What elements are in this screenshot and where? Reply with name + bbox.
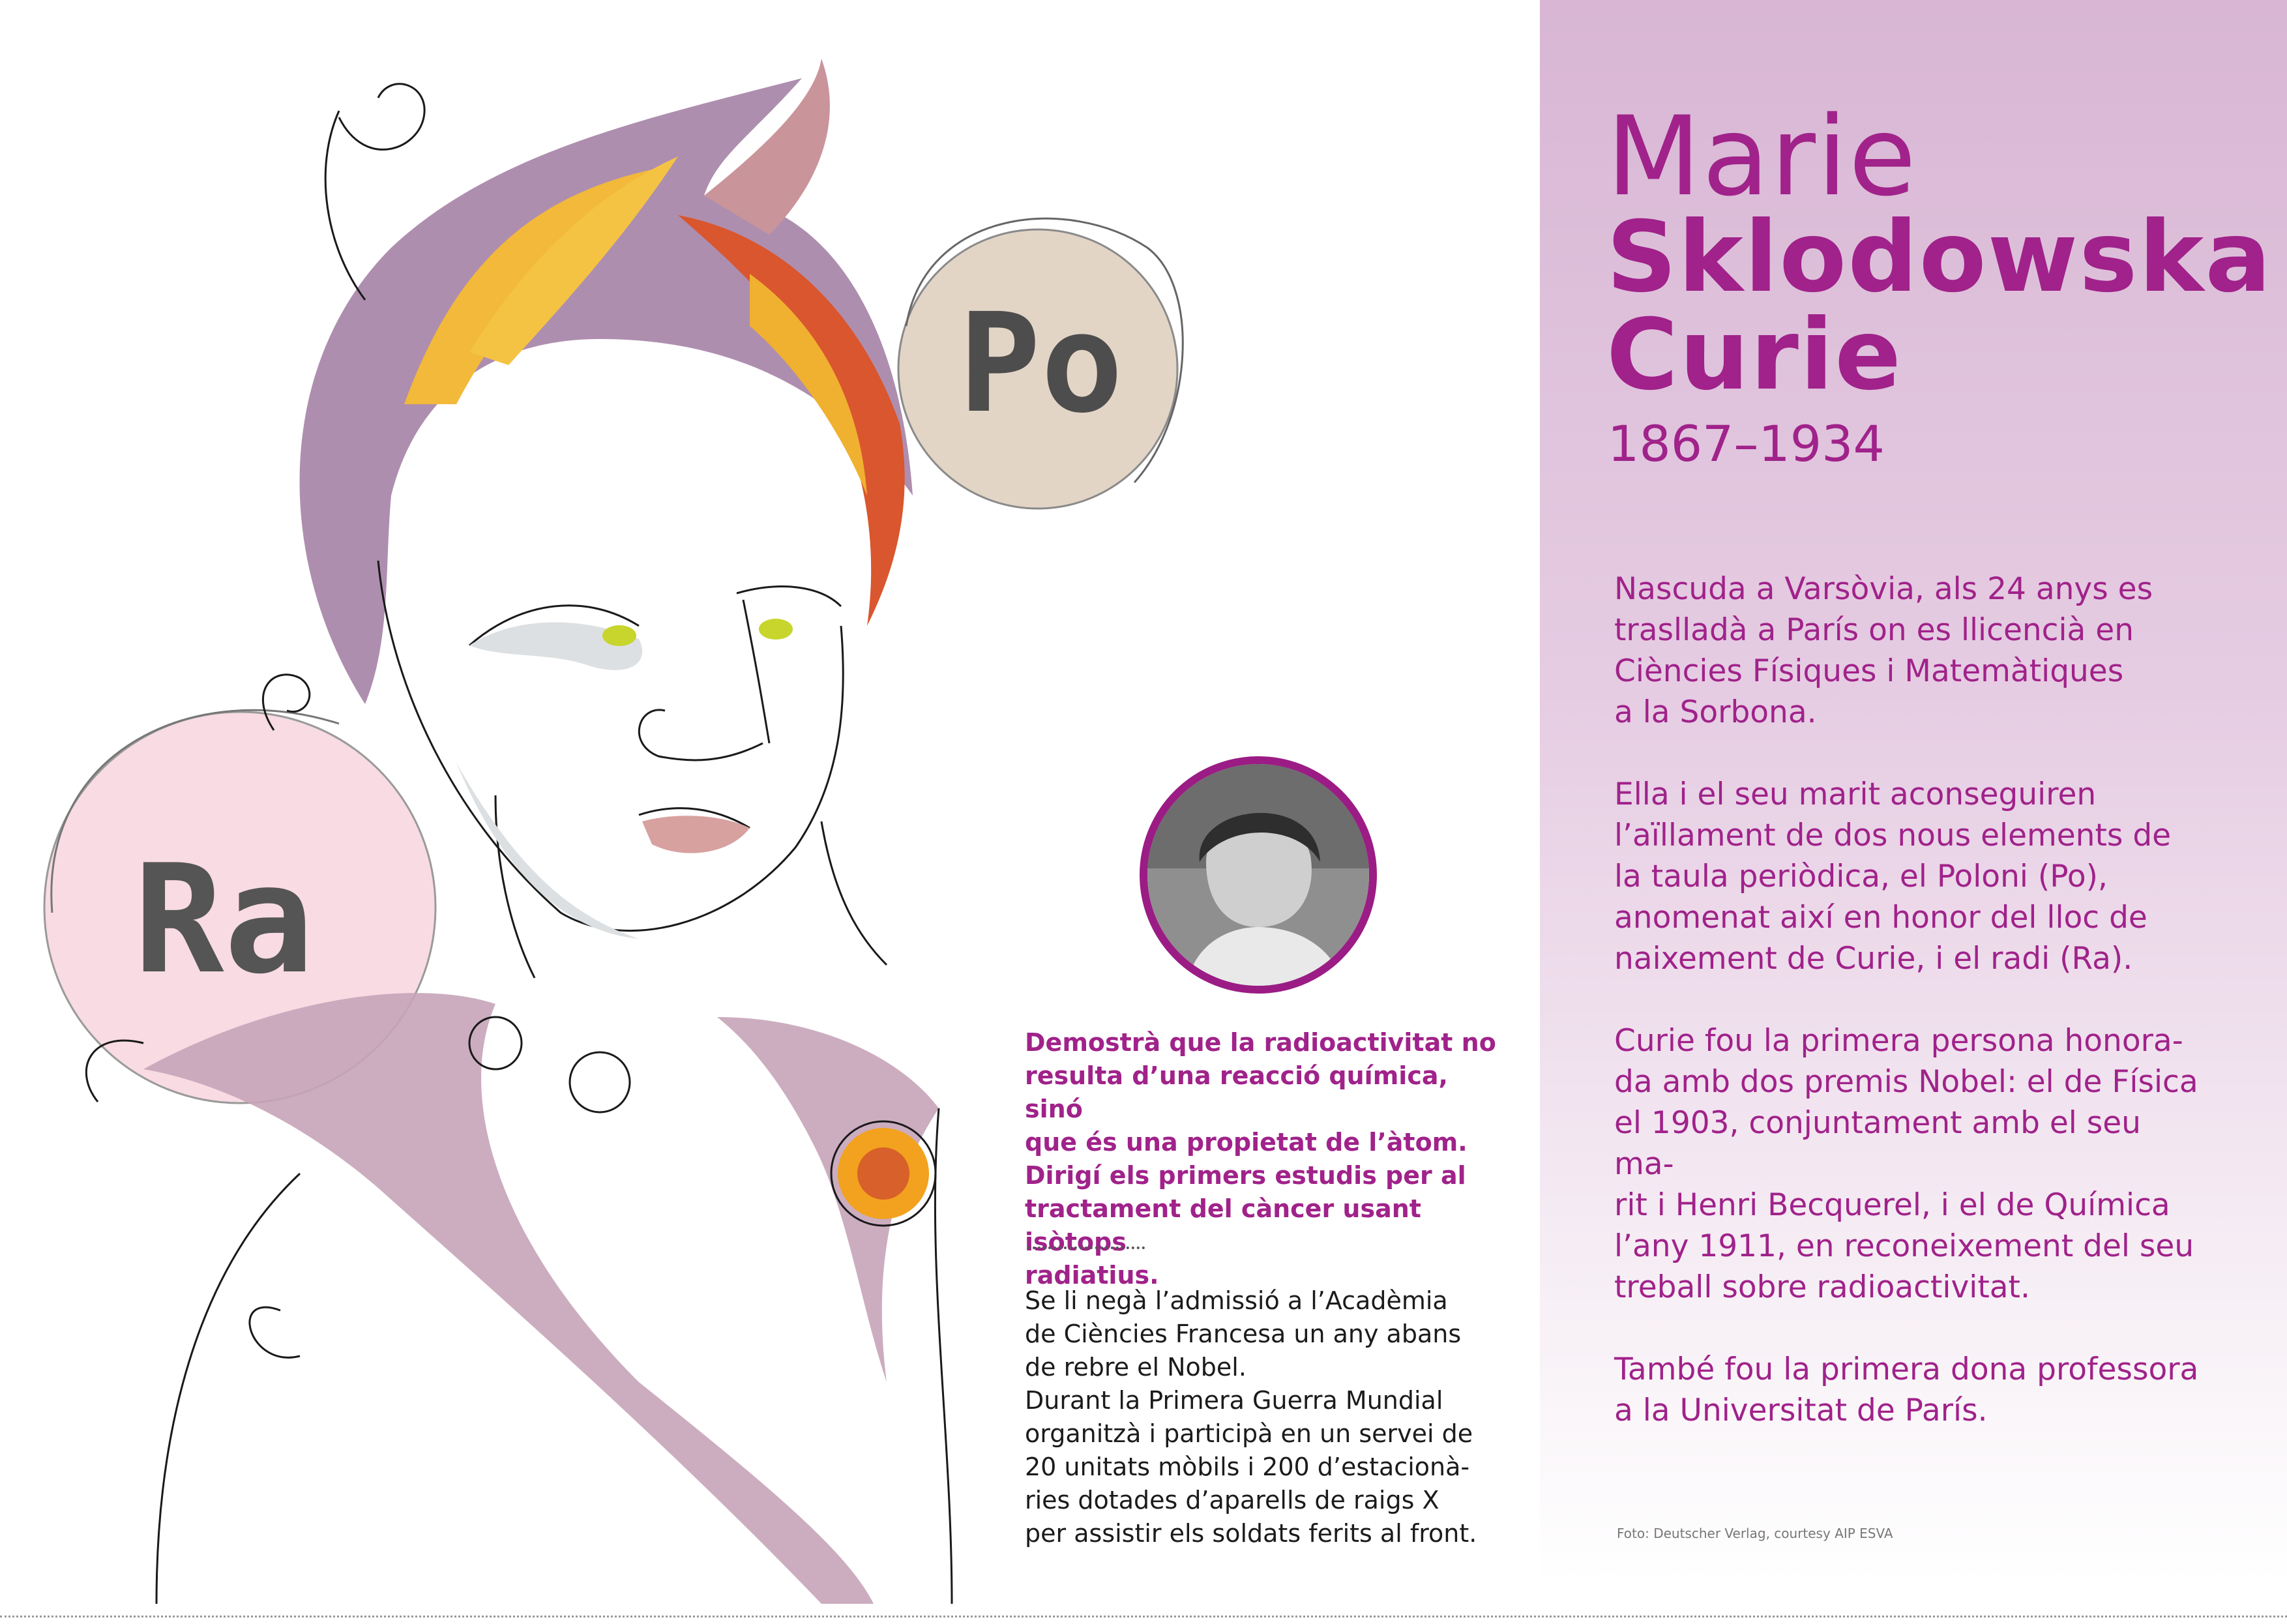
portrait-photo-image — [1147, 764, 1369, 986]
polonium-circle — [898, 218, 1183, 509]
achievement-line: radiatius. — [1025, 1261, 1159, 1290]
bottom-dotted-rule — [0, 1616, 2287, 1617]
life-years: 1867–1934 — [1608, 415, 1885, 473]
bio-line: a la Sorbona. — [1614, 694, 1817, 730]
collar — [86, 993, 952, 1604]
bio-line: Ciències Físiques i Matemàtiques — [1614, 653, 2124, 689]
history-line: per assistir els soldats ferits al front. — [1025, 1519, 1477, 1548]
bio-line: l’any 1911, en reconeixement del seu — [1614, 1228, 2194, 1264]
bio-line: Curie fou la primera persona honora- — [1614, 1023, 2183, 1059]
history-line: de Ciències Francesa un any abans — [1025, 1320, 1462, 1348]
history-line: Se li negà l’admissió a l’Acadèmia — [1025, 1286, 1448, 1315]
portrait-photo — [1140, 756, 1377, 994]
bio-line: Ella i el seu marit aconseguiren — [1614, 776, 2097, 812]
bio-line: Nascuda a Varsòvia, als 24 anys es — [1614, 571, 2153, 607]
bio-line: treball sobre radioactivitat. — [1614, 1269, 2030, 1305]
name-surname-2: Curie — [1606, 299, 1902, 412]
history-line: ries dotades d’aparells de raigs X — [1025, 1486, 1439, 1514]
biography-text — [1614, 568, 2201, 1472]
bio-line: l’aïllament de dos nous elements de — [1614, 818, 2172, 853]
achievement-line: que és una propietat de l’àtom. — [1025, 1128, 1468, 1157]
bio-line: a la Universitat de París. — [1614, 1393, 1988, 1428]
achievement-line: tractament del càncer usant isòtops — [1025, 1194, 1421, 1256]
biography-panel — [1540, 0, 2287, 1582]
bio-paragraph-3 — [1614, 1020, 2201, 1308]
bio-line: el 1903, conjuntament amb el seu ma- — [1614, 1105, 2141, 1182]
radium-symbol: Ra — [134, 833, 314, 1007]
bio-paragraph-1 — [1614, 568, 2201, 733]
bio-line: naixement de Curie, i el radi (Ra). — [1614, 941, 2133, 977]
history-line: 20 unitats mòbils i 200 d’estacionà- — [1025, 1453, 1470, 1481]
name-first: Marie — [1606, 93, 1918, 220]
bio-line: la taula periòdica, el Poloni (Po), — [1614, 859, 2108, 894]
bio-line: anomenat així en honor del lloc de — [1614, 900, 2147, 936]
history-line: de rebre el Nobel. — [1025, 1353, 1247, 1381]
bio-line: traslladà a París on es llicencià en — [1614, 612, 2134, 648]
bio-line: rit i Henri Becquerel, i el de Química — [1614, 1187, 2170, 1223]
bio-line: També fou la primera dona professora — [1614, 1351, 2199, 1387]
hair — [300, 59, 913, 704]
history-text — [1025, 1284, 1494, 1550]
achievement-line: Demostrà que la radioactivitat no — [1025, 1028, 1496, 1057]
bio-paragraph-4 — [1614, 1349, 2201, 1431]
name-surname-1: Sklodowska — [1606, 201, 2273, 314]
achievement-line: Dirigí els primers estudis per al — [1025, 1161, 1466, 1190]
achievements-text — [1025, 1026, 1507, 1292]
history-line: Durant la Primera Guerra Mundial — [1025, 1386, 1443, 1415]
achievement-line: resulta d’una reacció química, sinó — [1025, 1061, 1448, 1123]
bio-paragraph-2 — [1614, 774, 2201, 979]
history-line: organitzà i participà en un servei de — [1025, 1419, 1473, 1448]
face — [378, 561, 887, 978]
photo-credit: Foto: Deutscher Verlag, courtesy AIP ESVA — [1617, 1526, 1893, 1541]
flower — [831, 1121, 936, 1226]
dotted-divider — [1027, 1247, 1145, 1249]
polonium-symbol: Po — [958, 284, 1123, 443]
bio-line: da amb dos premis Nobel: el de Física — [1614, 1064, 2198, 1100]
